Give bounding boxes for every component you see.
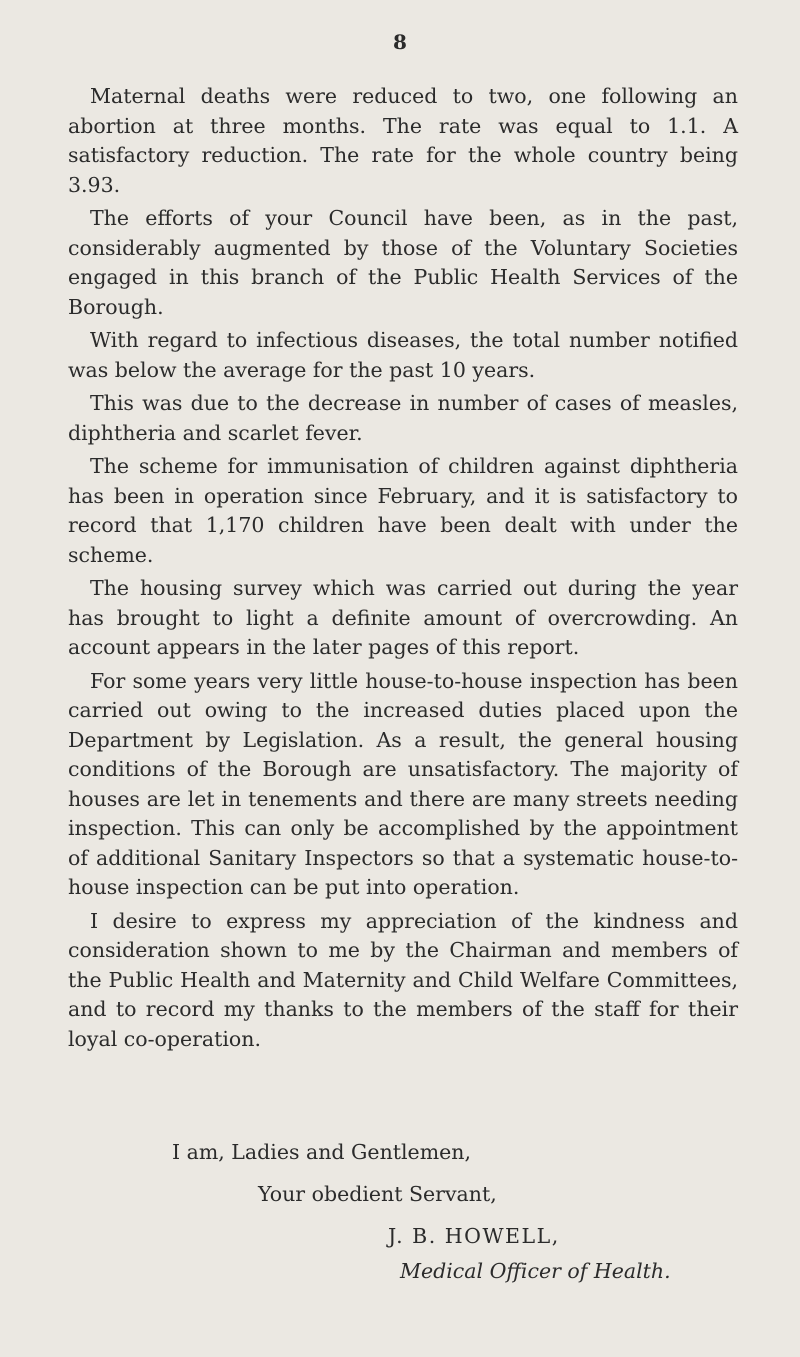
paragraph-immunisation: The scheme for immunisation of children against diphtheria has been in operation since February, and it is satisfactory to record that 1,170 children have been dealt with under the scheme. [68,454,738,567]
paragraph-voluntary-societies: The efforts of your Council have been, as in the past, considerably augmented by those of the Voluntary Societies engaged in this branch of the Public Health Services of the Borough. [68,206,738,319]
signatory-title: Medical Officer of Health. [400,1259,671,1283]
paragraph-decrease-cases: This was due to the decrease in number of cases of measles, diphtheria and scarlet fever. [68,391,738,445]
paragraph-housing-survey: The housing survey which was carried out during the year has brought to light a definite amount of overcrowding. An account appears in the later pages of this report. [68,576,738,659]
salutation: I am, Ladies and Gentlemen, [172,1140,471,1164]
page-number: 8 [393,30,407,54]
paragraph-house-inspection: For some years very little house-to-house inspection has been carried out owing to the increased duties placed upon the Department by Legislation. As a result, the general housing conditions of the Borough are unsatisfactory. The majority of houses are let in tenements and there are many streets needing inspection. This can only be accomplished by the appointment of additional Sanitary Inspectors so that a systematic house-to-house inspection can be put into operation. [68,668,738,899]
valediction: Your obedient Servant, [258,1182,497,1206]
paragraph-appreciation: I desire to express my appreciation of the kindness and consideration shown to me by the Chairman and members of the Public Health and Maternity and Child Welfare Committees, and to record my thanks to the members of the staff for their loyal co-operation. [68,908,738,1051]
paragraph-infectious-diseases: With regard to infectious diseases, the total number notified was below the average for the past 10 years. [68,328,738,382]
signatory-name: J. B. HOWELL, [388,1224,560,1248]
report-body [68,82,738,1058]
paragraph-maternal-deaths: Maternal deaths were reduced to two, one following an abortion at three months. The rate was equal to 1.1. A satisfactory reduction. The rate for the whole country being 3.93. [68,84,738,197]
